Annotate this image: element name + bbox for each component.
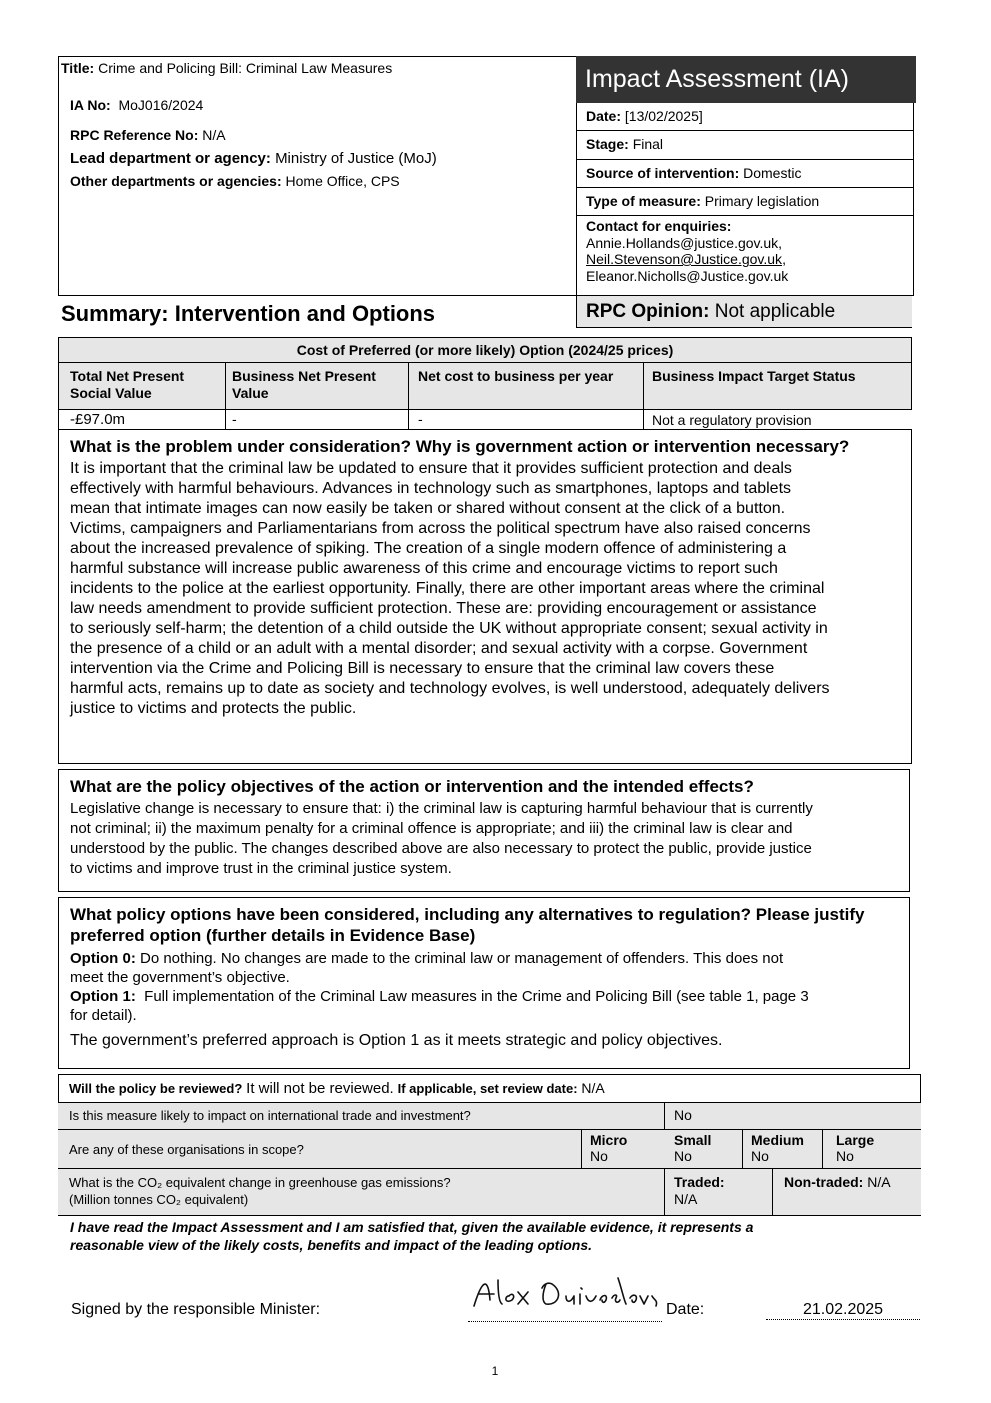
cost-value-bit-status: Not a regulatory provision [652, 412, 812, 428]
cost-header-total-npsv: Total Net Present Social Value [70, 368, 185, 401]
ia-type-row: Type of measure: Primary legislation [576, 188, 914, 216]
co2-col-divider [772, 1169, 773, 1216]
ia-source-value: Domestic [743, 165, 802, 181]
summary-heading: Summary: Intervention and Options [61, 301, 436, 326]
rpc-ref-value: N/A [202, 127, 226, 143]
org-medium: Medium No [751, 1132, 804, 1164]
ia-source-row: Source of intervention: Domestic [576, 160, 914, 188]
review-date-value: N/A [581, 1080, 605, 1096]
orgs-col-divider [581, 1130, 582, 1169]
declaration-date-value: 21.02.2025 [802, 1301, 884, 1318]
problem-text: It is important that the criminal law be updated to ensure that it provides sufficient protection and deals effectively with harmful behaviours. Advances in technology such as smartphones, laptops and tablets mean that intimate images can now easily be taken or shared without consent at the click of a button. Victims, campaigners and Parliamentarians from across the political spectrum have also raised concerns about the increased prevalence of spiking. The creation of a single modern offence of administering a harmful substance will increase public awareness of this crime and encourage victims to report such incidents to the police at the earliest opportunity. Finally, there are other important areas where the criminal law needs amendment to provide sufficient protection. These are: providing encouragement or assistance to seriously self-harm; the detention of a child outside the UK without appropriate consent; sexual activity in the presence of a child or an adult with a mental disorder; and sexual activity with a corpse. Government intervention via the Crime and Policing Bill is necessary to ensure that the criminal law covers these harmful acts, remains up to date as society and technology evolves, is well understood, adequately delivers justice to victims and protects the public. [70, 460, 830, 717]
declaration-date-label: Date: [666, 1301, 705, 1318]
date-line [766, 1319, 920, 1320]
org-large: Large No [836, 1132, 875, 1164]
contact-label: Contact for enquiries: [586, 218, 732, 234]
cost-value-business-npv: - [232, 411, 237, 427]
ia-date-value: [13/02/2025] [624, 108, 703, 124]
preferred-option-text: The government’s preferred approach is Option 1 as it meets strategic and policy objectives. [70, 1032, 723, 1049]
objectives-question: What are the policy objectives of the action or intervention and the intended effects? [70, 777, 754, 796]
orgs-col-divider [742, 1130, 743, 1169]
signature-line [468, 1321, 662, 1322]
contact-email[interactable]: Neil.Stevenson@Justice.gov.uk [586, 251, 783, 267]
ia-no-value: MoJ016/2024 [118, 97, 204, 113]
contact-email[interactable]: Eleanor.Nicholls@Justice.gov.uk [586, 267, 789, 284]
other-dept-value: Home Office, CPS [285, 173, 400, 189]
contact-email[interactable]: Annie.Hollands@justice.gov.uk, [586, 234, 783, 251]
cost-header-net-cost: Net cost to business per year [418, 368, 614, 384]
cost-header-bit-status: Business Impact Target Status [652, 368, 856, 384]
orgs-col-divider [822, 1130, 823, 1169]
minister-signature [468, 1270, 662, 1322]
rpc-ref-line: RPC Reference No: N/A [70, 127, 226, 143]
reviewed-value: It will not be reviewed. [246, 1080, 394, 1097]
cost-header-business-npv: Business Net Present Value [232, 368, 376, 401]
title-line: Title: Crime and Policing Bill: Criminal Law Measures [61, 60, 393, 76]
ia-title-banner: Impact Assessment (IA) [576, 56, 916, 103]
ia-stage-value: Final [632, 136, 664, 152]
orgs-question: Are any of these organisations in scope? [69, 1142, 304, 1157]
signed-by-label: Signed by the responsible Minister: [71, 1301, 321, 1318]
title-value: Crime and Policing Bill: Criminal Law Measures [98, 60, 393, 76]
ia-stage-row: Stage: Final [576, 131, 914, 160]
option-1: Option 1: Full implementation of the Criminal Law measures in the Crime and Policing Bill (see table 1, page 3 for detail). [70, 988, 809, 1024]
objectives-text: Legislative change is necessary to ensure that: i) the criminal law is capturing harmful behaviour that is currently not criminal; ii) the maximum penalty for a criminal offence is appropriate; and iii) the criminal law is clear and understood by the public. The changes described above are also necessary to protect the public, provide justice to victims and improve trust in the criminal justice system. [70, 800, 813, 877]
ia-contact-cell: Contact for enquiries: Annie.Hollands@justice.gov.uk, Neil.Stevenson@Justice.gov.uk, Eleanor.Nicholls@Justice.gov.uk [576, 216, 914, 296]
problem-question: What is the problem under consideration? Why is government action or intervention necessary? [70, 437, 850, 456]
review-row: Will the policy be reviewed? It will not be reviewed. If applicable, set review date: N/A [58, 1074, 921, 1103]
problem-box [58, 430, 912, 764]
options-box [58, 897, 910, 1069]
lead-dept-value: Ministry of Justice (MoJ) [275, 150, 437, 167]
cost-table-caption: Cost of Preferred (or more likely) Option (2024/25 prices) [58, 337, 912, 363]
ia-type-value: Primary legislation [704, 193, 820, 209]
review-col-divider [664, 1169, 665, 1216]
signature-graphic [468, 1270, 662, 1322]
page-number: 1 [491, 1364, 499, 1378]
trade-question: Is this measure likely to impact on international trade and investment? [69, 1108, 471, 1123]
cost-value-net-cost: - [418, 411, 423, 427]
trade-answer: No [674, 1107, 692, 1123]
traded-cell: Traded: N/A [674, 1174, 725, 1207]
rpc-opinion-value: Not applicable [714, 301, 836, 322]
cost-value-total-npsv: -£97.0m [70, 411, 126, 428]
ia-no-line: IA No: MoJ016/2024 [70, 97, 204, 113]
other-dept-line: Other departments or agencies: Home Office, CPS [70, 173, 400, 189]
option-0: Option 0: Do nothing. No changes are made to the criminal law or management of offenders. This does not meet the government’s objective. [70, 950, 784, 986]
ia-date-row: Date: [13/02/2025] [576, 103, 914, 131]
co2-question: What is the CO₂ equivalent change in greenhouse gas emissions? (Million tonnes CO₂ equivalent) [69, 1175, 451, 1207]
rpc-opinion-cell: RPC Opinion: Not applicable [576, 296, 912, 328]
objectives-box [58, 769, 910, 892]
org-small: Small No [674, 1132, 712, 1164]
options-question: What policy options have been considered, including any alternatives to regulation? Please justify preferred option (further details in Evidence Base) [70, 905, 865, 945]
minister-declaration: I have read the Impact Assessment and I am satisfied that, given the available evidence, it represents a reasonable view of the likely costs, benefits and impact of the leading options. [70, 1219, 754, 1253]
lead-dept-line: Lead department or agency: Ministry of Justice (MoJ) [70, 150, 437, 167]
non-traded-cell: Non-traded: N/A [784, 1174, 891, 1190]
org-micro: Micro No [590, 1132, 628, 1164]
